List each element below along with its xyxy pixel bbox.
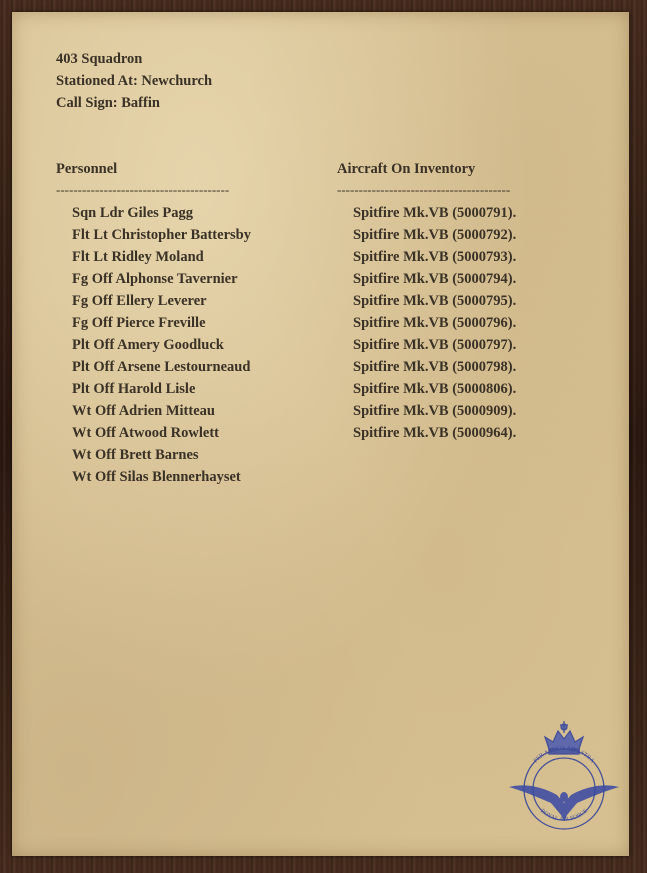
squadron-station: Stationed At: Newchurch (56, 73, 213, 89)
aircraft-item: Spitfire Mk.VB (5000794). (353, 271, 517, 287)
personnel-item: Wt Off Brett Barnes (72, 447, 199, 463)
aircraft-item: Spitfire Mk.VB (5000796). (353, 315, 517, 331)
aircraft-item: Spitfire Mk.VB (5000793). (353, 249, 517, 265)
aircraft-item: Spitfire Mk.VB (5000795). (353, 293, 517, 309)
crest-ring-text: ROYAL AIR FORCE (538, 808, 590, 823)
aircraft-item: Spitfire Mk.VB (5000797). (353, 337, 517, 353)
aircraft-list (337, 202, 539, 444)
personnel-item: Wt Off Silas Blennerhayset (72, 469, 241, 485)
personnel-item: Fg Off Pierce Freville (72, 315, 206, 331)
personnel-item: Plt Off Harold Lisle (72, 381, 196, 397)
aircraft-divider: ---------------------------------------- (337, 182, 511, 197)
personnel-item: Flt Lt Christopher Battersby (72, 227, 251, 243)
personnel-item: Wt Off Adrien Mitteau (72, 403, 215, 419)
personnel-list (56, 202, 258, 488)
personnel-item: Plt Off Amery Goodluck (72, 337, 224, 353)
eagle-icon (509, 785, 619, 821)
personnel-title: Personnel (56, 161, 118, 177)
aircraft-item: Spitfire Mk.VB (5000792). (353, 227, 517, 243)
personnel-item: Wt Off Atwood Rowlett (72, 425, 219, 441)
raf-crest-icon (505, 717, 623, 832)
personnel-item: Plt Off Arsene Lestourneaud (72, 359, 251, 375)
personnel-item: Sqn Ldr Giles Pagg (72, 205, 193, 221)
aircraft-item: Spitfire Mk.VB (5000909). (353, 403, 517, 419)
squadron-call-sign: Call Sign: Baffin (56, 95, 160, 111)
aircraft-title: Aircraft On Inventory (337, 161, 476, 177)
personnel-item: Flt Lt Ridley Moland (72, 249, 204, 265)
squadron-name: 403 Squadron (56, 51, 143, 67)
crest-motto: PER ARDUA AD ASTRA (532, 745, 596, 765)
aircraft-item: Spitfire Mk.VB (5000964). (353, 425, 517, 441)
aircraft-item: Spitfire Mk.VB (5000806). (353, 381, 517, 397)
personnel-item: Fg Off Alphonse Tavernier (72, 271, 238, 287)
personnel-section (56, 158, 258, 488)
squadron-header (56, 48, 212, 114)
squadron-document (12, 12, 629, 856)
personnel-item: Fg Off Ellery Leverer (72, 293, 207, 309)
personnel-divider: ---------------------------------------- (56, 182, 230, 197)
aircraft-item: Spitfire Mk.VB (5000791). (353, 205, 517, 221)
aircraft-item: Spitfire Mk.VB (5000798). (353, 359, 517, 375)
aircraft-section (337, 158, 539, 444)
